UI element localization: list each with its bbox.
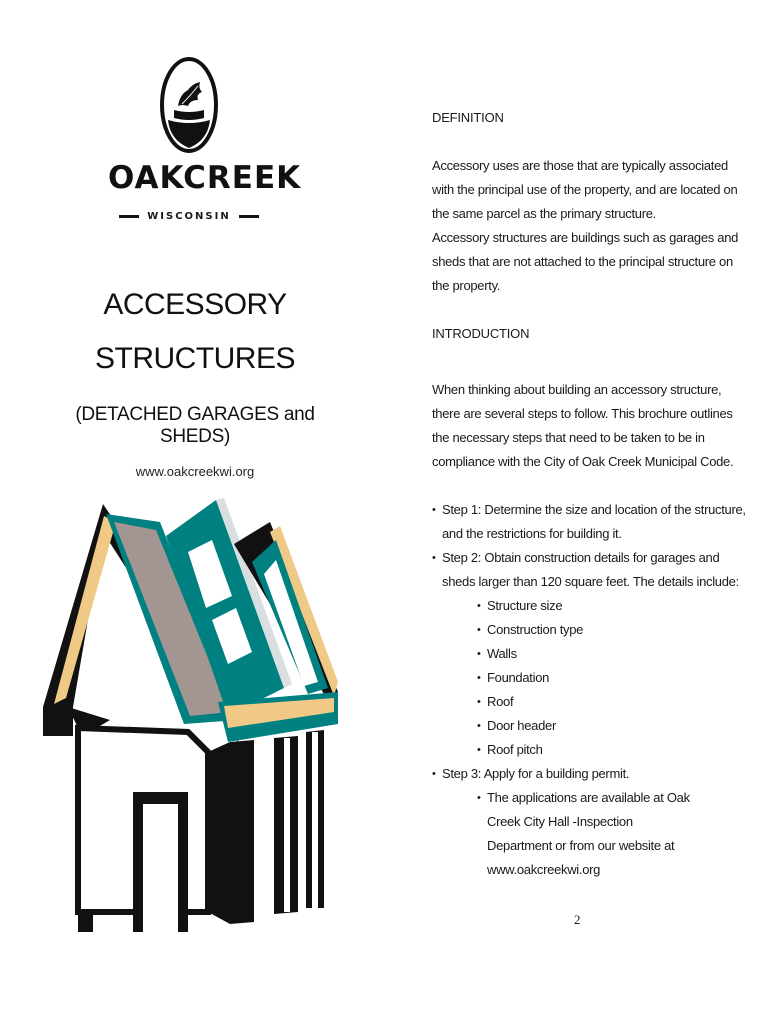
introduction-paragraph: When thinking about building an accessory structure, there are several steps to follow. This brochure outlines the necessary steps that need to be taken to be in compliance with the City of Oak Creek Municipal Code. <box>432 382 734 469</box>
tagline-right-bar <box>239 215 259 218</box>
bullet-icon: • <box>432 768 436 780</box>
bullet-icon: • <box>477 792 481 804</box>
list-item <box>477 666 747 690</box>
definition-paragraph-1: Accessory uses are those that are typically associated with the principal use of the property, and are located on the same parcel as the primary structure. <box>432 158 738 221</box>
step-2 <box>432 546 747 762</box>
list-item <box>477 618 747 642</box>
step-1-text: Step 1: Determine the size and location of the structure, and the restrictions for building it. <box>442 502 746 541</box>
application-availability-text: The applications are available at Oak Creek City Hall -Inspection Department or from our website at www.oakcreekwi.org <box>487 790 690 877</box>
detail-door-header: Door header <box>487 718 556 733</box>
list-item <box>477 786 697 882</box>
step-3-text: Step 3: Apply for a building permit. <box>442 766 630 781</box>
step-3-sublist <box>477 786 747 882</box>
steps-list <box>432 498 747 882</box>
list-item <box>477 594 747 618</box>
bullet-icon: • <box>477 720 481 732</box>
bullet-icon: • <box>477 600 481 612</box>
tagline-left-bar <box>119 215 139 218</box>
page-title <box>40 278 350 386</box>
bullet-icon: • <box>477 648 481 660</box>
house-icon <box>38 492 338 932</box>
definition-body <box>432 154 742 298</box>
page-subtitle: (DETACHED GARAGES and SHEDS) <box>75 404 315 447</box>
list-item <box>477 690 747 714</box>
detail-structure-size: Structure size <box>487 598 563 613</box>
brand-name: OAKCREEK <box>108 160 302 196</box>
definition-paragraph-2: Accessory structures are buildings such as garages and sheds that are not attached to the principal structure on the property. <box>432 230 739 293</box>
step-1 <box>432 498 747 546</box>
website-link[interactable]: www.oakcreekwi.org <box>135 464 255 479</box>
title-line-1: ACCESSORY <box>103 288 287 321</box>
detail-foundation: Foundation <box>487 670 550 685</box>
definition-heading: DEFINITION <box>432 110 504 125</box>
oak-leaf-circle-logo <box>160 56 218 154</box>
page-number: 2 <box>574 912 581 927</box>
state-name: WISCONSIN <box>147 210 231 222</box>
list-item <box>477 714 747 738</box>
bullet-icon: • <box>477 672 481 684</box>
introduction-heading: INTRODUCTION <box>432 326 530 341</box>
detail-construction-type: Construction type <box>487 622 584 637</box>
state-tagline <box>116 208 262 224</box>
bullet-icon: • <box>477 696 481 708</box>
detail-walls: Walls <box>487 646 517 661</box>
list-item <box>477 738 747 762</box>
bullet-icon: • <box>432 552 436 564</box>
list-item <box>477 642 747 666</box>
detail-roof-pitch: Roof pitch <box>487 742 543 757</box>
step-2-text: Step 2: Obtain construction details for garages and sheds larger than 120 square feet. The details include: <box>442 550 739 589</box>
bullet-icon: • <box>477 624 481 636</box>
detail-roof: Roof <box>487 694 514 709</box>
bullet-icon: • <box>432 504 436 516</box>
bullet-icon: • <box>477 744 481 756</box>
construction-details-list <box>477 594 747 762</box>
step-3 <box>432 762 747 882</box>
title-line-2: STRUCTURES <box>94 342 295 375</box>
